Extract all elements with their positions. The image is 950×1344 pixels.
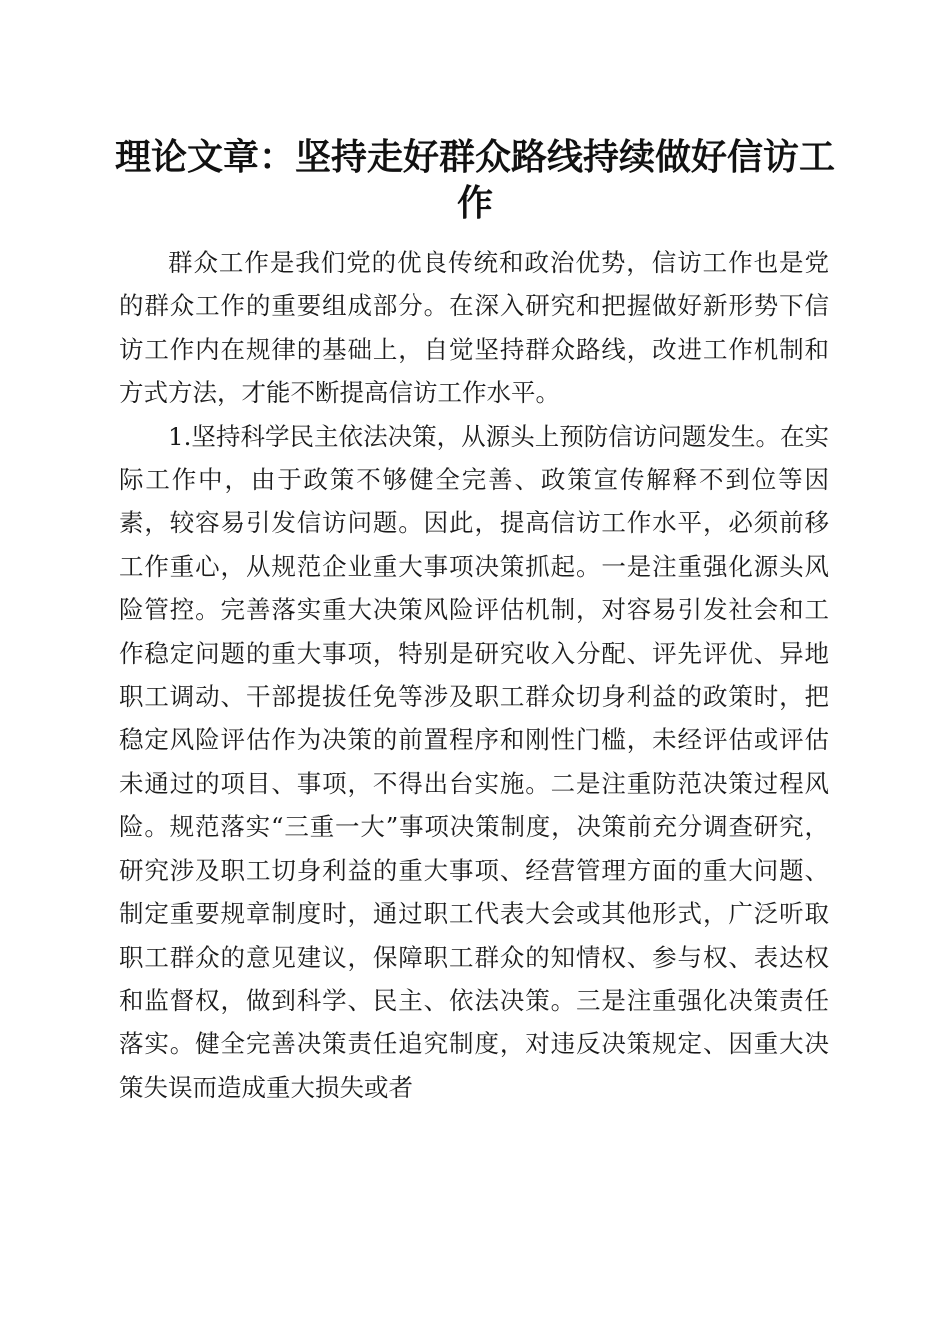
paragraph-intro: 群众工作是我们党的优良传统和政治优势，信访工作也是党的群众工作的重要组成部分。在深入研究和把握做好新形势下信访工作内在规律的基础上，自觉坚持群众路线，改进工作机制和方式方法，才能不断提高信访工作水平。 xyxy=(119,248,829,408)
document-title: 理论文章：坚持走好群众路线持续做好信访工作 xyxy=(114,136,835,224)
paragraph-section-1: 1.坚持科学民主依法决策，从源头上预防信访问题发生。在实际工作中，由于政策不够健全完善、政策宣传解释不到位等因素，较容易引发信访问题。因此，提高信访工作水平，必须前移工作重心，从规范企业重大事项决策抓起。一是注重强化源头风险管控。完善落实重大决策风险评估机制，对容易引发社会和工作稳定问题的重大事项，特别是研究收入分配、评先评优、异地职工调动、干部提拔任免等涉及职工群众切身利益的政策时，把稳定风险评估作为决策的前置程序和刚性门槛，未经评估或评估未通过的项目、事项，不得出台实施。二是注重防范决策过程风险。规范落实“三重一大”事项决策制度，决策前充分调查研究，研究涉及职工切身利益的重大事项、经营管理方面的重大问题、制定重要规章制度时，通过职工代表大会或其他形式，广泛听取职工群众的意见建议，保障职工群众的知情权、参与权、表达权和监督权，做到科学、民主、依法决策。三是注重强化决策责任落实。健全完善决策责任追究制度，对违反决策规定、因重大决策失误而造成重大损失或者 xyxy=(119,421,829,1102)
document-body xyxy=(119,241,829,1109)
